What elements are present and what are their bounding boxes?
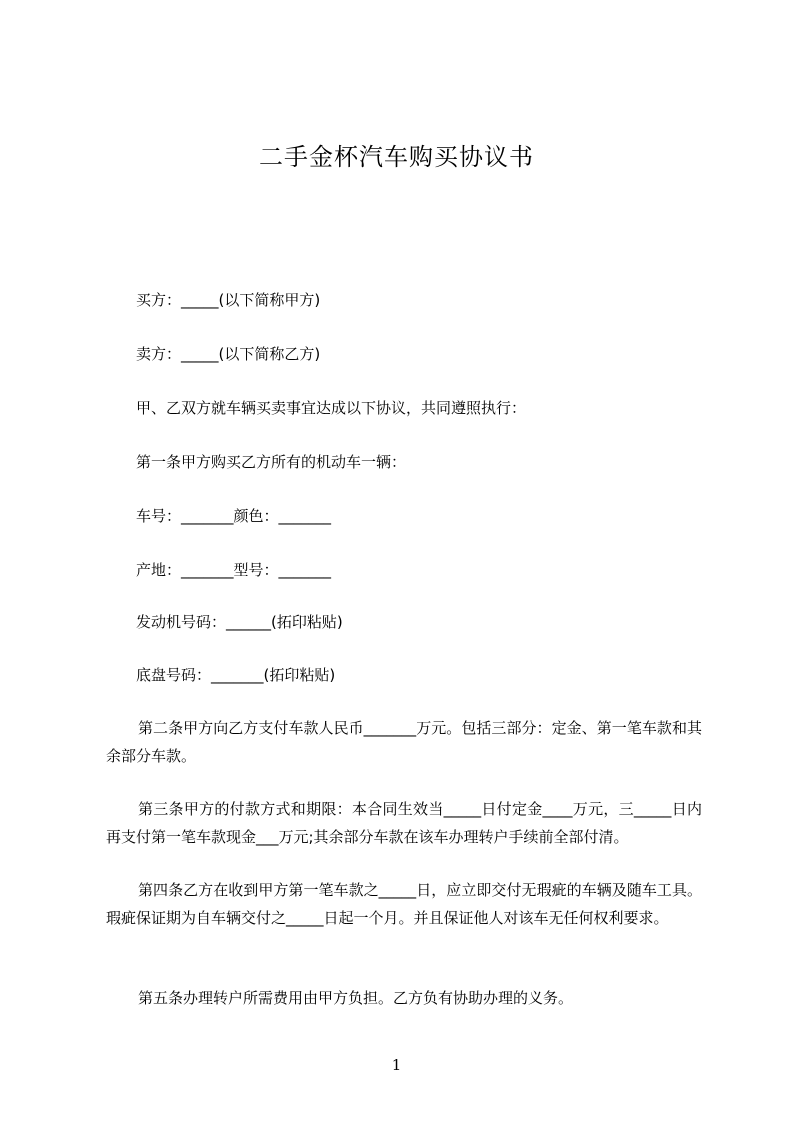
article-1: 第一条甲方购买乙方所有的机动车一辆： bbox=[136, 453, 407, 471]
article-2: 第二条甲方向乙方支付车款人民币_______万元。包括三部分：定金、第一笔车款和其余部分车款。 bbox=[106, 719, 702, 765]
chassis-number-line: 底盘号码：_______(拓印粘贴) bbox=[136, 666, 336, 684]
article-5: 第五条办理转户所需费用由甲方负担。乙方负有协助办理的义务。 bbox=[138, 989, 574, 1007]
document-title: 二手金杯汽车购买协议书 bbox=[259, 143, 534, 171]
buyer-line: 买方：_____(以下简称甲方) bbox=[136, 291, 321, 309]
origin-model-line: 产地：_______型号：_______ bbox=[136, 561, 332, 579]
page-number: 1 bbox=[391, 1056, 402, 1074]
intro-line: 甲、乙双方就车辆买卖事宜达成以下协议，共同遵照执行： bbox=[136, 399, 527, 417]
plate-color-line: 车号：_______颜色：_______ bbox=[136, 507, 332, 525]
engine-number-line: 发动机号码：______(拓印粘贴) bbox=[136, 613, 343, 631]
article-4: 第四条乙方在收到甲方第一笔车款之_____日，应立即交付无瑕疵的车辆及随车工具。瑕疵保证期为自车辆交付之_____日起一个月。并且保证他人对该车无任何权利要求。 bbox=[106, 881, 702, 927]
seller-line: 卖方：_____(以下简称乙方) bbox=[136, 345, 321, 363]
article-3: 第三条甲方的付款方式和期限：本合同生效当_____日付定金____万元，三_____日内再支付第一笔车款现金___万元;其余部分车款在该车办理转户手续前全部付清。 bbox=[106, 800, 702, 846]
